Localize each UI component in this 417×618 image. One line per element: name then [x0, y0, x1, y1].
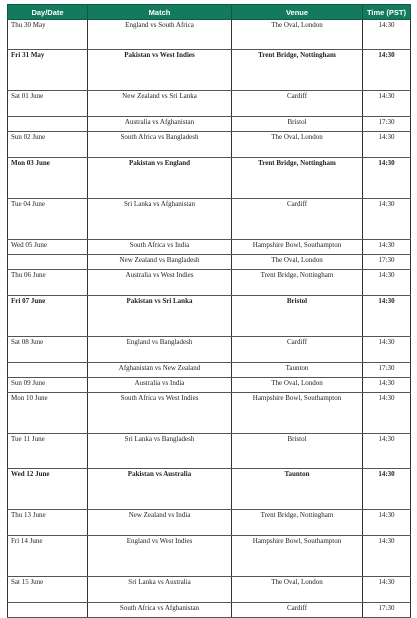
- cell-time: 14:30: [363, 158, 411, 199]
- cell-time: 14:30: [363, 378, 411, 393]
- cell-time: 14:30: [363, 393, 411, 434]
- schedule-body: [8, 20, 411, 618]
- cell-venue: Hampshire Bowl, Southampton: [232, 393, 363, 434]
- cell-time: 14:30: [363, 50, 411, 91]
- table-row: [8, 577, 411, 603]
- table-row: [8, 363, 411, 378]
- table-row: [8, 255, 411, 270]
- cell-time: 14:30: [363, 469, 411, 510]
- table-row: [8, 50, 411, 91]
- cell-match: Australia vs Afghanistan: [88, 117, 232, 132]
- table-row: [8, 91, 411, 117]
- cell-venue: The Oval, London: [232, 132, 363, 158]
- cell-match: Sri Lanka vs Bangladesh: [88, 434, 232, 469]
- schedule-table: [7, 4, 411, 618]
- cell-match: Australia vs West Indies: [88, 270, 232, 296]
- cell-venue: Taunton: [232, 363, 363, 378]
- cell-match: England vs South Africa: [88, 20, 232, 50]
- table-row: [8, 20, 411, 50]
- cell-match: South Africa vs India: [88, 240, 232, 255]
- cell-venue: Cardiff: [232, 91, 363, 117]
- cell-match: Australia vs India: [88, 378, 232, 393]
- cell-time: 17:30: [363, 117, 411, 132]
- cell-venue: The Oval, London: [232, 378, 363, 393]
- header-time: Time (PST): [363, 5, 411, 20]
- table-row: [8, 393, 411, 434]
- cell-time: 14:30: [363, 337, 411, 363]
- cell-day-date: Sun 02 June: [8, 132, 88, 158]
- cell-match: Afghanistan vs New Zealand: [88, 363, 232, 378]
- cell-day-date: Thu 13 June: [8, 510, 88, 536]
- cell-day-date: Fri 07 June: [8, 296, 88, 337]
- cell-day-date: Wed 05 June: [8, 240, 88, 255]
- cell-match: England vs Bangladesh: [88, 337, 232, 363]
- cell-venue: The Oval, London: [232, 20, 363, 50]
- table-row: [8, 132, 411, 158]
- cell-time: 14:30: [363, 434, 411, 469]
- cell-match: Sri Lanka vs Afghanistan: [88, 199, 232, 240]
- cell-day-date: Fri 31 May: [8, 50, 88, 91]
- table-row: [8, 117, 411, 132]
- cell-day-date: [8, 117, 88, 132]
- table-row: [8, 469, 411, 510]
- cell-time: 14:30: [363, 270, 411, 296]
- cell-time: 14:30: [363, 510, 411, 536]
- cell-venue: Bristol: [232, 434, 363, 469]
- cell-match: Pakistan vs Sri Lanka: [88, 296, 232, 337]
- cell-match: Sri Lanka vs Australia: [88, 577, 232, 603]
- cell-day-date: Sun 09 June: [8, 378, 88, 393]
- cell-time: 14:30: [363, 91, 411, 117]
- table-row: [8, 510, 411, 536]
- cell-venue: Bristol: [232, 117, 363, 132]
- cell-venue: Bristol: [232, 296, 363, 337]
- cell-day-date: Sat 01 June: [8, 91, 88, 117]
- cell-match: New Zealand vs India: [88, 510, 232, 536]
- cell-day-date: Fri 14 June: [8, 536, 88, 577]
- cell-day-date: Thu 30 May: [8, 20, 88, 50]
- cell-match: Pakistan vs West Indies: [88, 50, 232, 91]
- table-row: [8, 603, 411, 618]
- cell-match: New Zealand vs Bangladesh: [88, 255, 232, 270]
- cell-day-date: Thu 06 June: [8, 270, 88, 296]
- cell-day-date: [8, 603, 88, 618]
- table-row: [8, 337, 411, 363]
- table-row: [8, 240, 411, 255]
- cell-match: New Zealand vs Sri Lanka: [88, 91, 232, 117]
- cell-venue: Hampshire Bowl, Southampton: [232, 536, 363, 577]
- cell-time: 17:30: [363, 363, 411, 378]
- table-row: [8, 378, 411, 393]
- table-row: [8, 536, 411, 577]
- table-row: [8, 296, 411, 337]
- cell-venue: Taunton: [232, 469, 363, 510]
- cell-venue: The Oval, London: [232, 577, 363, 603]
- cell-day-date: Tue 11 June: [8, 434, 88, 469]
- cell-time: 14:30: [363, 577, 411, 603]
- header-match: Match: [88, 5, 232, 20]
- table-row: [8, 158, 411, 199]
- cell-day-date: Mon 03 June: [8, 158, 88, 199]
- cell-venue: Cardiff: [232, 199, 363, 240]
- header-day-date: Day/Date: [8, 5, 88, 20]
- cell-venue: Trent Bridge, Nottingham: [232, 510, 363, 536]
- cell-match: England vs West Indies: [88, 536, 232, 577]
- cell-time: 14:30: [363, 240, 411, 255]
- cell-time: 14:30: [363, 132, 411, 158]
- cell-venue: Hampshire Bowl, Southampton: [232, 240, 363, 255]
- cell-match: Pakistan vs Australia: [88, 469, 232, 510]
- table-row: [8, 434, 411, 469]
- cell-venue: Cardiff: [232, 603, 363, 618]
- cell-day-date: Mon 10 June: [8, 393, 88, 434]
- table-row: [8, 199, 411, 240]
- cell-day-date: [8, 363, 88, 378]
- table-row: [8, 270, 411, 296]
- cell-match: Pakistan vs England: [88, 158, 232, 199]
- cell-venue: Trent Bridge, Nottingham: [232, 270, 363, 296]
- cell-match: South Africa vs Bangladesh: [88, 132, 232, 158]
- cell-match: South Africa vs Afghanistan: [88, 603, 232, 618]
- cell-day-date: Wed 12 June: [8, 469, 88, 510]
- cell-time: 14:30: [363, 296, 411, 337]
- cell-time: 14:30: [363, 199, 411, 240]
- cell-day-date: Sat 15 June: [8, 577, 88, 603]
- cell-time: 14:30: [363, 536, 411, 577]
- header-venue: Venue: [232, 5, 363, 20]
- header-row: [8, 5, 411, 20]
- cell-day-date: Tue 04 June: [8, 199, 88, 240]
- cell-venue: Trent Bridge, Nottingham: [232, 158, 363, 199]
- cell-day-date: [8, 255, 88, 270]
- cell-time: 14:30: [363, 20, 411, 50]
- cell-venue: The Oval, London: [232, 255, 363, 270]
- cell-time: 17:30: [363, 255, 411, 270]
- cell-time: 17:30: [363, 603, 411, 618]
- cell-venue: Trent Bridge, Nottingham: [232, 50, 363, 91]
- cell-day-date: Sat 08 June: [8, 337, 88, 363]
- cell-match: South Africa vs West Indies: [88, 393, 232, 434]
- cell-venue: Cardiff: [232, 337, 363, 363]
